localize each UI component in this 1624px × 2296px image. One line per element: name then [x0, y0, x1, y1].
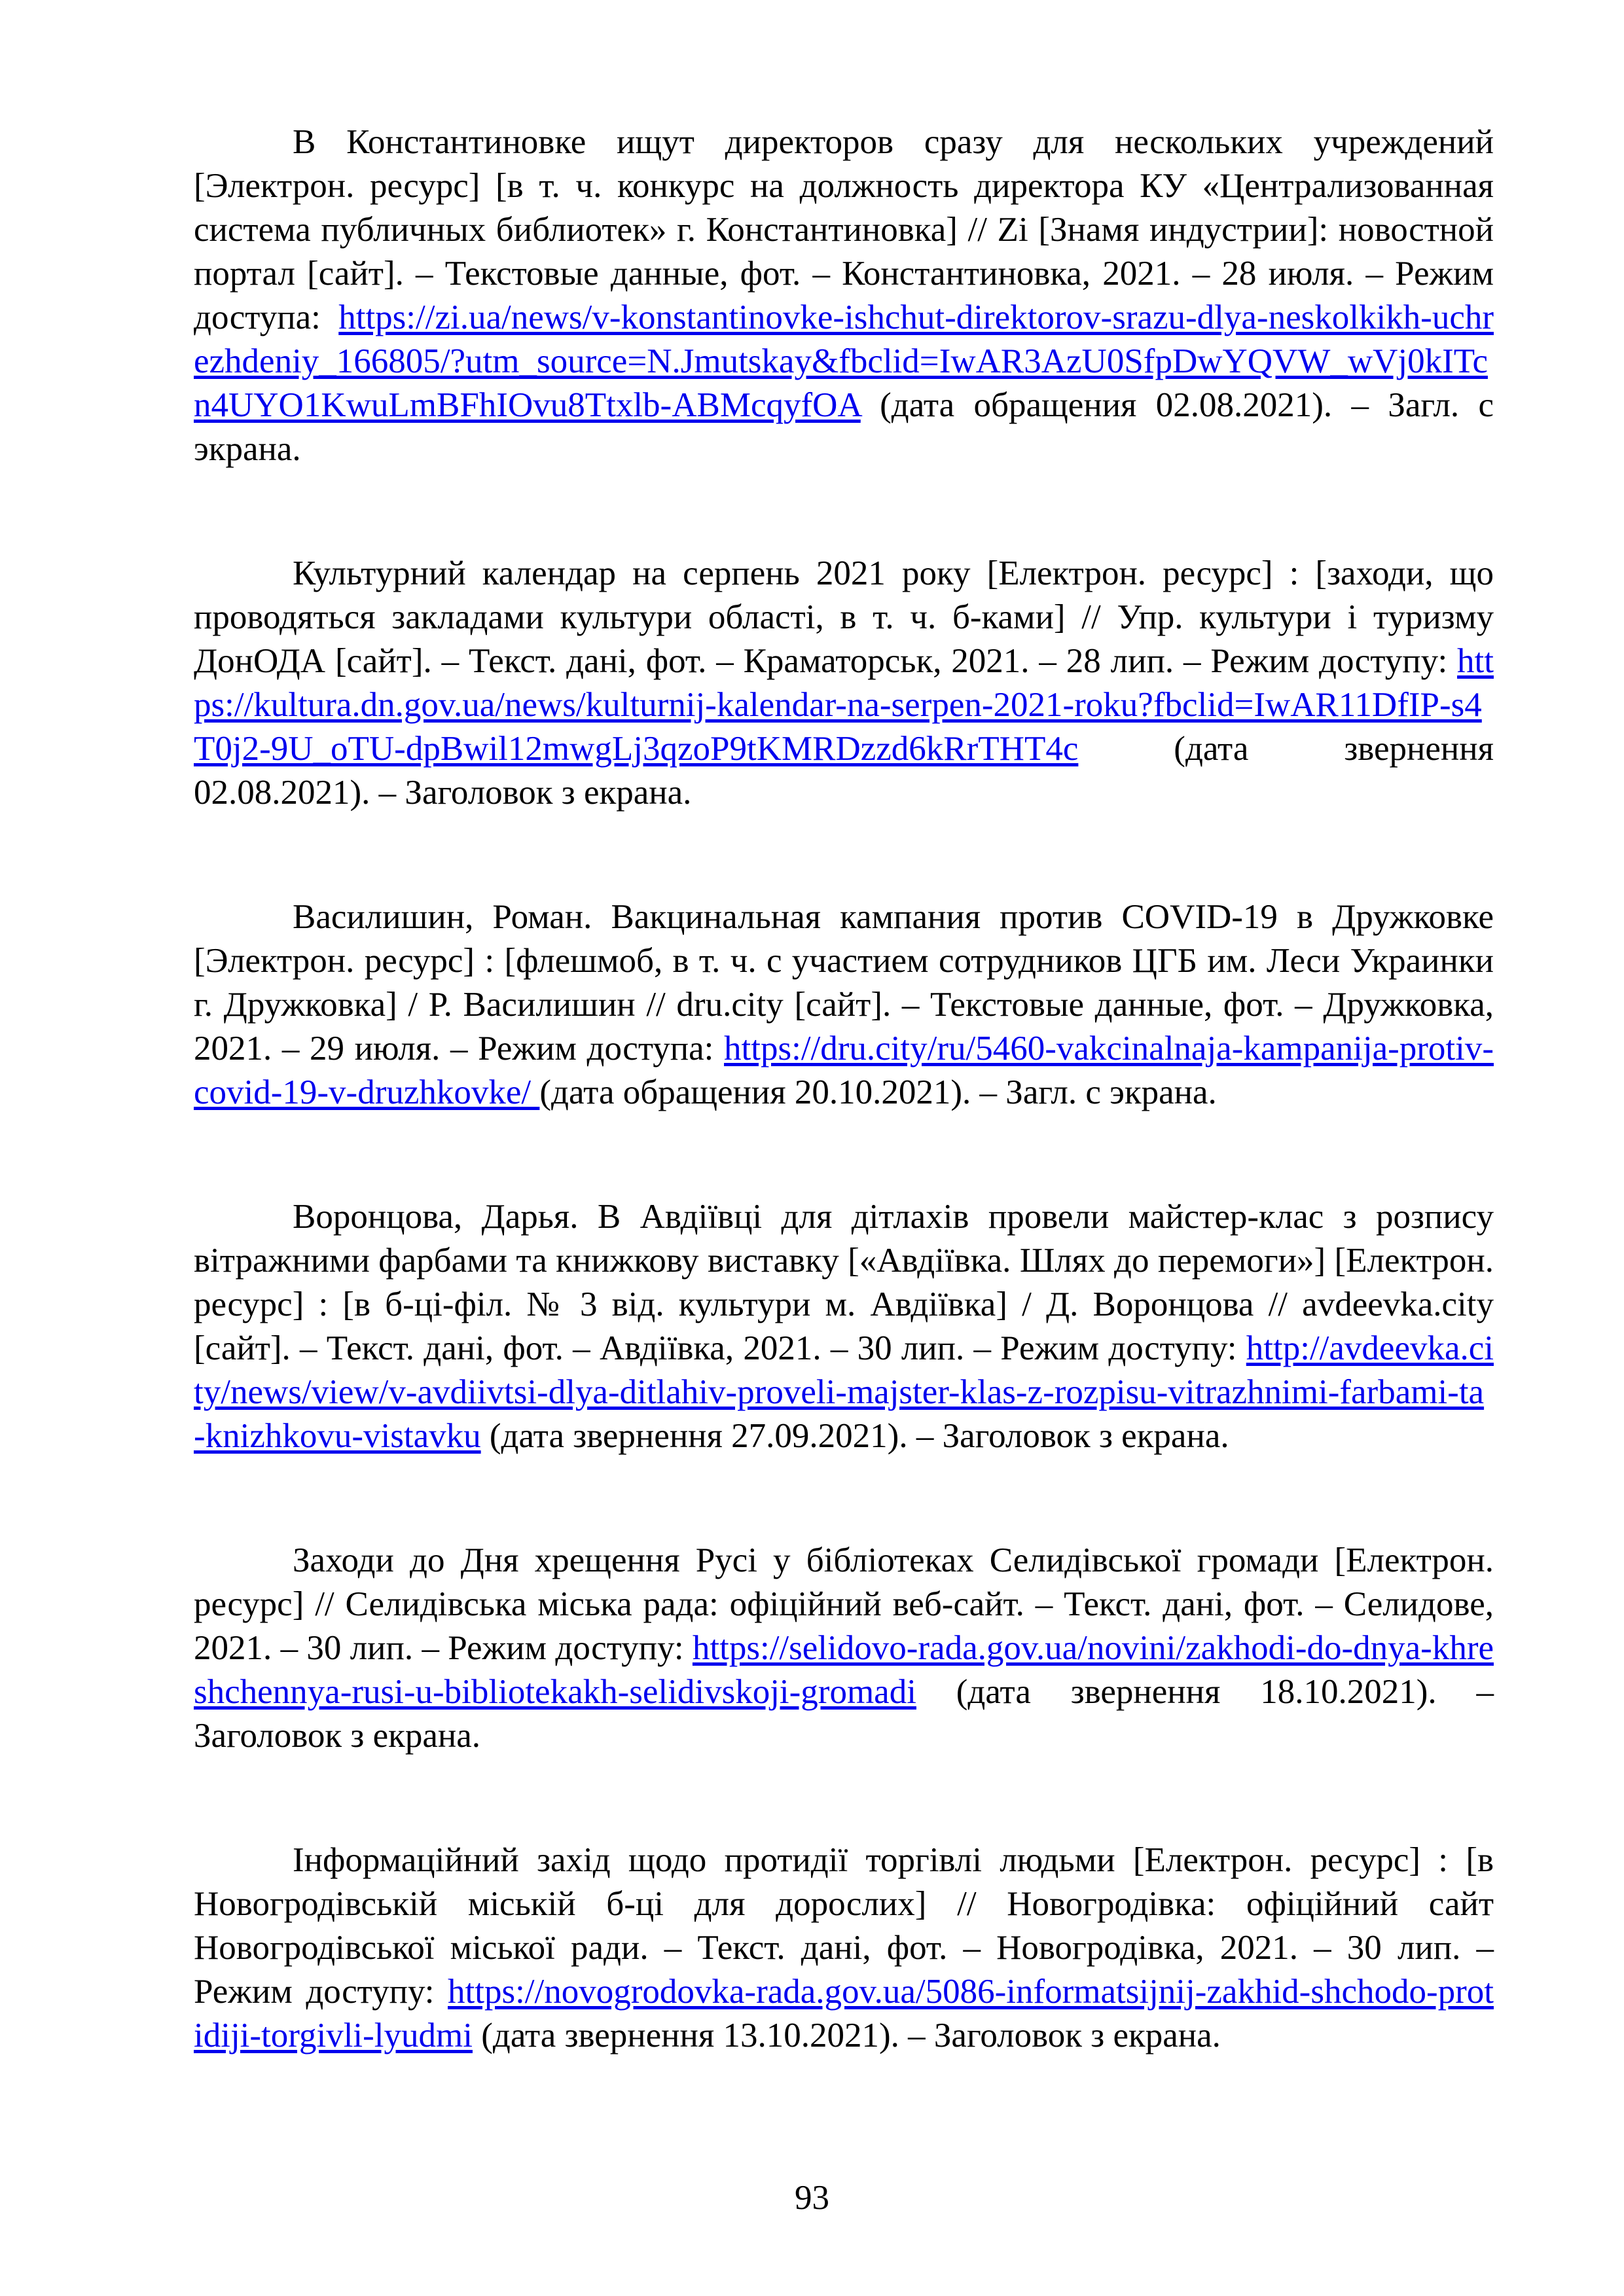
entry-link[interactable]: https://zi.ua/news/v-konstantinovke-ishchut-direktorov-srazu-dlya-neskolkikh-uchrezhdeniy_166805/?utm_source=N.Jmutskay&fbclid=IwAR3AzU0SfpDwYQVW_wVj0kITcn4UYO1KwuLmBFhIOvu8Ttxlb-ABMcqyfOA [194, 298, 1494, 424]
bibliography-entry-kultura [194, 552, 1494, 815]
entry-link[interactable]: https://novogrodovka-rada.gov.ua/5086-informatsijnij-zakhid-shchodo-protidiji-torgivli-lyudmi [194, 1973, 1494, 2054]
bibliography-entry-zi [194, 120, 1494, 471]
bibliography-entry-selidovo [194, 1539, 1494, 1758]
bibliography-entry-novogrodovka [194, 1839, 1494, 2058]
entry-link[interactable]: https://kultura.dn.gov.ua/news/kulturnij-kalendar-na-serpen-2021-roku?fbclid=IwAR11DfIP-s4T0j2-9U_oTU-dpBwil12mwgLj3qzoP9tKMRDzzd6kRrTHT4c [194, 642, 1494, 768]
entry-text: Заходи до Дня хрещення Русі у бібліотеках Селидівської громади [Електрон. ресурс] // Селидівська міська рада: офіційний веб-сайт. – Текст. дані, фот. – Селидове, 2021. – 30 лип. – Режим доступу: [194, 1541, 1494, 1667]
entry-text: Культурний календар на серпень 2021 року [Електрон. ресурс] : [заходи, що проводяться закладами культури області, в т. ч. б-ками] // Упр. культури і туризму ДонОДА [сайт]. – Текст. дані, фот. – Краматорськ, 2021. – 28 лип. – Режим доступу: [194, 554, 1494, 680]
entry-text: Василишин, Роман. Вакцинальная кампания против COVID-19 в Дружковке [Электрон. ресурс] : [флешмоб, в т. ч. с участием сотрудников ЦГБ им. Леси Украинки г. Дружковка] / Р. Василишин // dru.city [сайт]. – Текстовые данные, фот. – Дружковка, 2021. – 29 июля. – Режим доступа: [194, 898, 1494, 1067]
entry-text-tail: (дата обращения 20.10.2021). – Загл. с экрана. [539, 1073, 1217, 1111]
entry-link[interactable]: http://avdeevka.city/news/view/v-avdiivtsi-dlya-ditlahiv-proveli-majster-klas-z-rozpisu-vitrazhnimi-farbami-ta-knizhkovu-vistavku [194, 1329, 1494, 1455]
bibliography-entry-dru-city [194, 895, 1494, 1115]
entry-text-tail: (дата звернення 13.10.2021). – Заголовок з екрана. [472, 2017, 1221, 2054]
entry-link[interactable]: https://dru.city/ru/5460-vakcinalnaja-kampanija-protiv-covid-19-v-druzhkovke/ [194, 1030, 1494, 1111]
entry-text: Інформаційний захід щодо протидії торгівлі людьми [Електрон. ресурс] : [в Новогродівській міській б-ці для дорослих] // Новогродівка: офіційний сайт Новогродівської міської ради. – Текст. дані, фот. – Новогродівка, 2021. – 30 лип. – Режим доступу: [194, 1841, 1494, 2011]
page-number: 93 [795, 2179, 829, 2217]
entry-text: В Константиновке ищут директоров сразу для нескольких учреждений [Электрон. ресурс] [в т. ч. конкурс на должность директора КУ «Централизованная система публичных библиотек» г. Константиновка] // Zi [Знамя индустрии]: новостной портал [сайт]. – Текстовые данные, фот. – Константиновка, 2021. – 28 июля. – Режим доступа: [194, 123, 1494, 336]
entry-text-tail: (дата звернення 27.09.2021). – Заголовок з екрана. [480, 1417, 1229, 1455]
entry-text: Воронцова, Дарья. В Авдіївці для дітлахів провели майстер-клас з розпису вітражними фарбами та книжкову виставку [«Авдіївка. Шлях до перемоги»] [Електрон. ресурс] : [в б-ці-філ. № 3 від. культури м. Авдіївка] / Д. Воронцова // avdeevka.city [сайт]. – Текст. дані, фот. – Авдіївка, 2021. – 30 лип. – Режим доступу: [194, 1198, 1494, 1367]
entry-link[interactable]: https://selidovo-rada.gov.ua/novini/zakhodi-do-dnya-khreshchennya-rusi-u-bibliotekakh-selidivskoji-gromadi [194, 1629, 1494, 1711]
entry-text-tail: (дата звернення 18.10.2021). – Заголовок з екрана. [194, 1673, 1494, 1755]
entry-text-tail: (дата обращения 02.08.2021). – Загл. с экрана. [194, 386, 1494, 468]
bibliography-entry-avdeevka [194, 1195, 1494, 1458]
entry-text-tail: (дата звернення 02.08.2021). – Заголовок з екрана. [194, 730, 1494, 812]
document-page [194, 120, 1494, 2138]
